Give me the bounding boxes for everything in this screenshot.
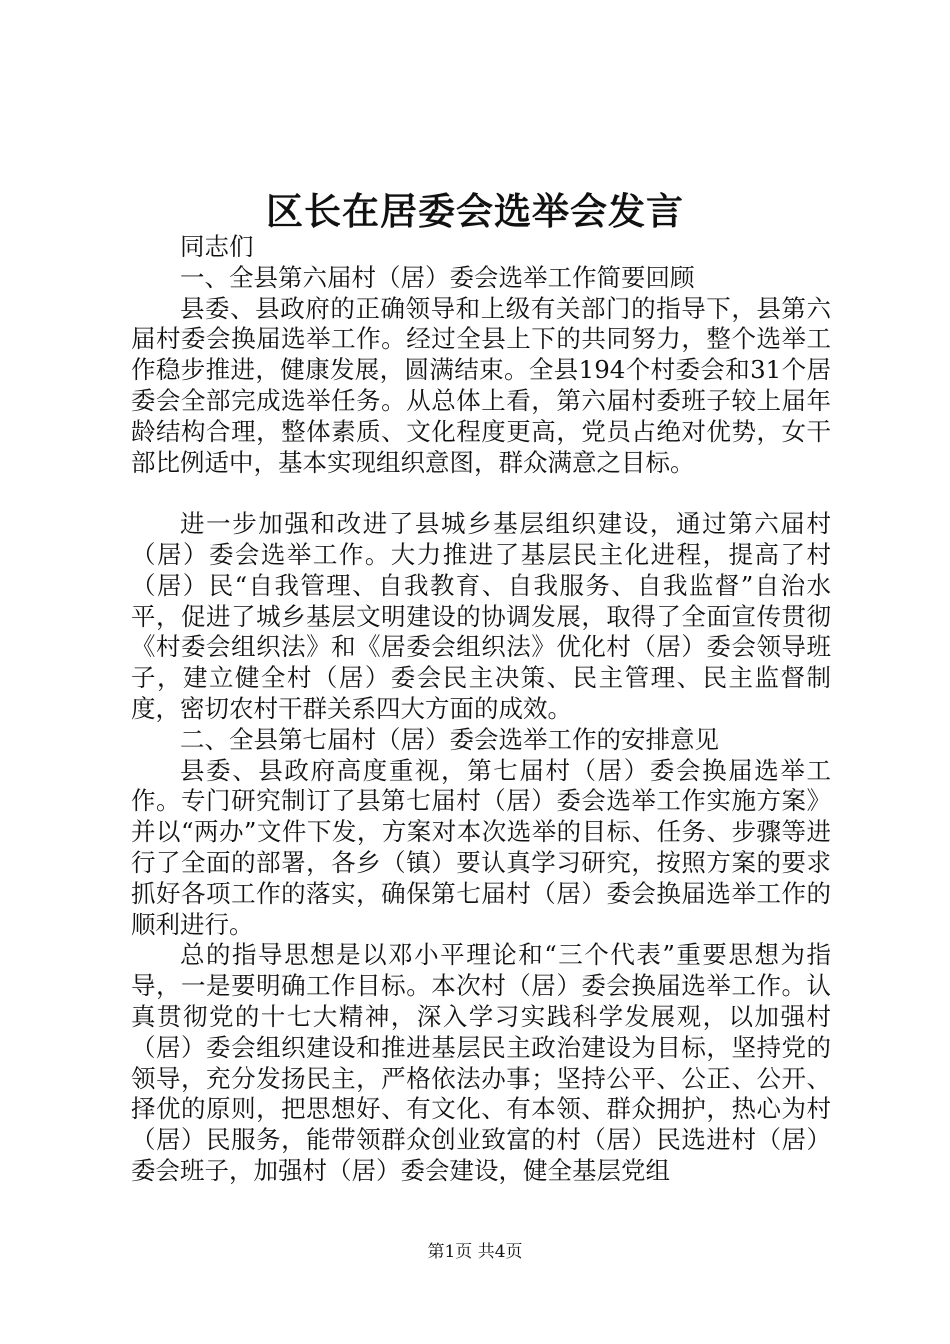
paragraph-spacer (131, 478, 831, 509)
salutation: 同志们 (180, 232, 254, 261)
section-heading-2: 二、全县第七届村（居）委会选举工作的安排意见 (180, 724, 719, 754)
paragraph-plan: 县委、县政府高度重视，第七届村（居）委会换届选举工作。专门研究制订了县第七届村（居）委会选举工作实施方案》并以“两办”文件下发，方案对本次选举的目标、任务、步骤等进行了全面的部署，各乡（镇）要认真学习研究，按照方案的要求抓好各项工作的落实，确保第七届村（居）委会换届选举工作的顺利进行。 (131, 755, 831, 939)
page-number: 第1页 共4页 (427, 1242, 523, 1262)
paragraph-achievements: 进一步加强和改进了县城乡基层组织建设，通过第六届村（居）委会选举工作。大力推进了基层民主化进程，提高了村（居）民“自我管理、自我教育、自我服务、自我监督”自治水平，促进了城乡基层文明建设的协调发展，取得了全面宣传贯彻《村委会组织法》和《居委会组织法》优化村（居）委会领导班子，建立健全村（居）委会民主决策、民主管理、民主监督制度，密切农村干群关系四大方面的成效。 (131, 509, 831, 723)
document-body (131, 232, 831, 1187)
section-heading-1: 一、全县第六届村（居）委会选举工作简要回顾 (180, 262, 695, 292)
paragraph-review: 县委、县政府的正确领导和上级有关部门的指导下，县第六届村委会换届选举工作。经过全县上下的共同努力，整个选举工作稳步推进，健康发展，圆满结束。全县194个村委会和31个居委会全部完成选举任务。从总体上看，第六届村委班子较上届年龄结构合理，整体素质、文化程度更高，党员占绝对优势，女干部比例适中，基本实现组织意图，群众满意之目标。 (131, 293, 831, 477)
document-title: 区长在居委会选举会发言 (266, 189, 684, 233)
paragraph-guidance: 总的指导思想是以邓小平理论和“三个代表”重要思想为指导，一是要明确工作目标。本次村（居）委会换届选举工作。认真贯彻党的十七大精神，深入学习实践科学发展观，以加强村（居）委会组织建设和推进基层民主政治建设为目标，坚持党的领导，充分发扬民主，严格依法办事；坚持公平、公正、公开、择优的原则，把思想好、有文化、有本领、群众拥护，热心为村（居）民服务，能带领群众创业致富的村（居）民选进村（居）委会班子，加强村（居）委会建设，健全基层党组 (131, 940, 831, 1185)
